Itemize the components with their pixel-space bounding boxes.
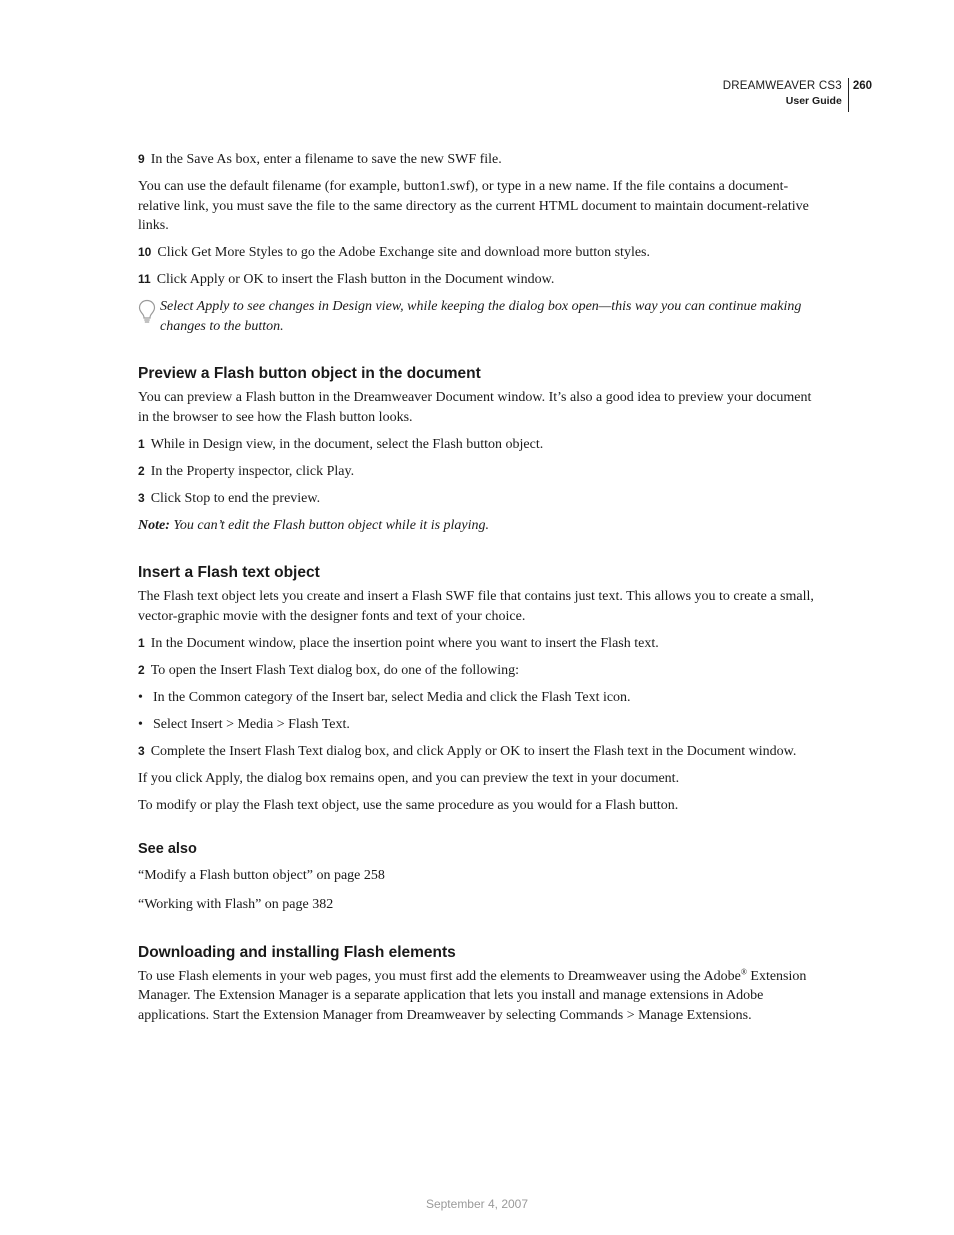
step-number: 3 bbox=[138, 490, 145, 505]
note-label: Note: bbox=[138, 517, 170, 533]
note-text: You can’t edit the Flash button object while it is playing. bbox=[173, 517, 490, 533]
paragraph-flash-text-intro: The Flash text object lets you create and insert a Flash SWF file that contains just text. This allows you to create a small, vector-graphic movie with the designer fonts and text of your choice. bbox=[138, 589, 814, 624]
step-text: In the Save As box, enter a filename to save the new SWF file. bbox=[150, 152, 502, 167]
flash-text-step-1 bbox=[138, 634, 818, 654]
header-titles bbox=[723, 78, 849, 112]
step-number: 1 bbox=[138, 635, 145, 650]
paragraph-text: To use Flash elements in your web pages, you must first add the elements to Dreamweaver using the Adobe bbox=[138, 968, 741, 984]
tip-text: Select Apply to see changes in Design view, while keeping the dialog box open—this way you can continue making changes to the button. bbox=[160, 299, 802, 334]
registered-mark: ® bbox=[740, 966, 747, 976]
page-content bbox=[138, 150, 818, 1033]
paragraph-apply: If you click Apply, the dialog box remains open, and you can preview the text in your document. bbox=[138, 770, 680, 786]
paragraph-downloading bbox=[138, 967, 818, 1026]
tip-callout bbox=[138, 297, 818, 336]
see-also-link[interactable]: “Modify a Flash button object” on page 258 bbox=[138, 868, 385, 883]
page-number: 260 bbox=[852, 80, 872, 92]
guide-name: User Guide bbox=[785, 95, 842, 107]
step-text: Click Apply or OK to insert the Flash button in the Document window. bbox=[156, 272, 555, 287]
paragraph-default-filename: You can use the default filename (for example, button1.swf), or type in a new name. If the file contains a document-relative link, you must save the file to the same directory as the current HTML document to maintain document-relative links. bbox=[138, 179, 809, 233]
preview-step-1 bbox=[138, 435, 818, 455]
step-11 bbox=[138, 270, 818, 290]
step-text: Click Get More Styles to go the Adobe Exchange site and download more button styles. bbox=[157, 245, 650, 260]
heading-preview-flash-button: Preview a Flash button object in the document bbox=[138, 365, 481, 382]
heading-insert-flash-text: Insert a Flash text object bbox=[138, 564, 320, 581]
bullet-item bbox=[138, 715, 818, 735]
step-number: 2 bbox=[138, 662, 145, 677]
step-text: To open the Insert Flash Text dialog box, do one of the following: bbox=[150, 662, 520, 678]
heading-downloading-flash-elements: Downloading and installing Flash elements bbox=[138, 943, 456, 961]
bullet-text: Select Insert > Media > Flash Text. bbox=[153, 716, 350, 732]
flash-text-step-3 bbox=[138, 742, 818, 762]
see-also-link[interactable]: “Working with Flash” on page 382 bbox=[138, 897, 334, 912]
step-10 bbox=[138, 243, 818, 263]
step-text: Click Stop to end the preview. bbox=[150, 490, 321, 506]
running-header bbox=[723, 78, 872, 112]
preview-step-2 bbox=[138, 462, 818, 482]
step-text: Complete the Insert Flash Text dialog box, and click Apply or OK to insert the Flash text in the Document window. bbox=[150, 743, 797, 759]
bullet-text: In the Common category of the Insert bar, select Media and click the Flash Text icon. bbox=[153, 689, 631, 705]
bullet-mark: • bbox=[138, 716, 143, 732]
note bbox=[138, 516, 818, 536]
preview-step-3 bbox=[138, 489, 818, 509]
bullet-item bbox=[138, 688, 818, 708]
heading-see-also: See also bbox=[138, 841, 197, 857]
paragraph-text: Extension Manager. The Extension Manager is a separate application that lets you install and manage extensions in Adobe applications. Start the Extension Manager from Dreamweaver by selecting Commands > Manage Extensions. bbox=[138, 968, 807, 1023]
step-text: In the Document window, place the insertion point where you want to insert the Flash text. bbox=[150, 635, 659, 651]
step-text: While in Design view, in the document, select the Flash button object. bbox=[150, 436, 544, 452]
paragraph-modify: To modify or play the Flash text object, use the same procedure as you would for a Flash button. bbox=[138, 797, 679, 813]
product-name: DREAMWEAVER CS3 bbox=[722, 80, 842, 92]
bullet-mark: • bbox=[138, 689, 143, 705]
paragraph-preview-intro: You can preview a Flash button in the Dreamweaver Document window. It’s also a good idea to preview your document in the browser to see how the Flash button looks. bbox=[138, 390, 812, 425]
step-number: 10 bbox=[138, 245, 152, 259]
step-9 bbox=[138, 150, 818, 170]
step-number: 9 bbox=[138, 152, 145, 166]
step-text: In the Property inspector, click Play. bbox=[150, 463, 355, 479]
footer-date: September 4, 2007 bbox=[425, 1197, 529, 1211]
step-number: 1 bbox=[138, 436, 145, 451]
step-number: 2 bbox=[138, 463, 145, 478]
step-number: 3 bbox=[138, 743, 145, 758]
step-number: 11 bbox=[138, 272, 151, 286]
flash-text-step-2 bbox=[138, 661, 818, 681]
lightbulb-icon bbox=[138, 299, 160, 336]
